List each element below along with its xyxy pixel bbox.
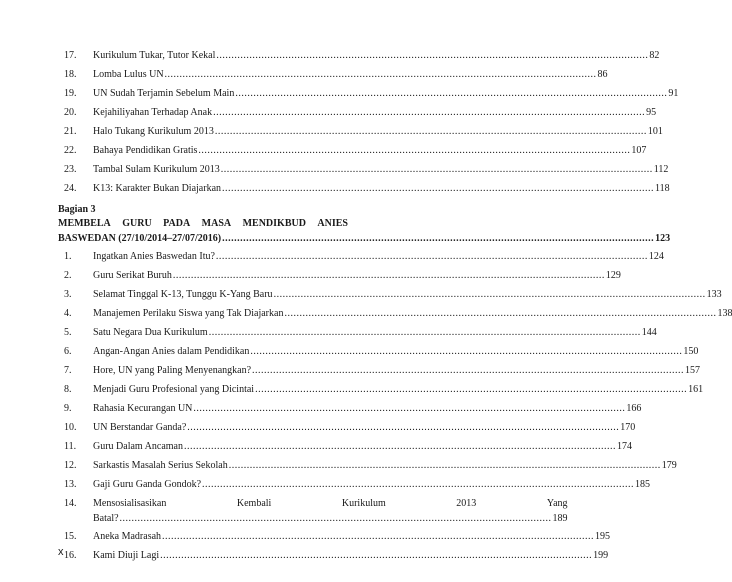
entry-title: Selamat Tinggal K-13, Tunggu K-Yang Baru (93, 289, 273, 300)
leader-dots (213, 103, 645, 122)
entry-page-number: 157 (685, 365, 701, 376)
leader-dots (222, 179, 654, 198)
leader-dots (250, 342, 682, 361)
entry-page-number: 144 (641, 327, 657, 338)
entry-page-number: 95 (646, 107, 657, 118)
toc-entry (58, 46, 660, 65)
leader-dots (221, 160, 653, 179)
leader-dots (255, 380, 687, 399)
toc-entry (58, 266, 621, 285)
entry-number: 6. (64, 346, 72, 357)
entry-page-number: 138 (717, 308, 732, 319)
entry-number: 13. (64, 479, 77, 490)
entry-title: UN Sudah Terjamin Sebelum Main (93, 88, 235, 99)
entry-page-number: 161 (688, 384, 704, 395)
entry-page-number: 124 (648, 251, 664, 262)
leader-dots (162, 527, 594, 546)
leader-dots (202, 475, 634, 494)
leader-dots (198, 141, 630, 160)
page-number-roman: x (58, 546, 64, 558)
entry-number: 18. (64, 69, 77, 80)
entry-title: Gaji Guru Ganda Gondok? (93, 479, 202, 490)
entry-page-number: 101 (647, 126, 663, 137)
toc-list-tail (58, 527, 611, 565)
toc-entry (58, 304, 732, 323)
entry-page-number: 150 (683, 346, 699, 357)
entry-title: Batal? (93, 513, 119, 524)
toc-entry (58, 456, 677, 475)
leader-dots (284, 304, 716, 323)
toc-entry (58, 475, 651, 494)
toc-entry (58, 160, 669, 179)
toc-entry (58, 418, 636, 437)
entry-title: Kejahiliyahan Terhadap Anak (93, 107, 213, 118)
toc-entry (58, 527, 611, 546)
entry-title-line1 (93, 496, 568, 511)
entry-title: Angan-Angan Anies dalam Pendidikan (93, 346, 250, 357)
entry-title: Aneka Madrasah (93, 531, 162, 542)
entry-page-number: 107 (631, 145, 647, 156)
toc-entry (58, 399, 642, 418)
entry-number: 9. (64, 403, 72, 414)
toc-entry (58, 103, 657, 122)
entry-number: 14. (64, 498, 77, 509)
entry-title: Hore, UN yang Paling Menyenangkan? (93, 365, 252, 376)
entry-number: 23. (64, 164, 77, 175)
entry-number: 16. (64, 550, 77, 561)
toc-entry (58, 546, 609, 565)
entry-number: 5. (64, 327, 72, 338)
entry-title: Kami Diuji Lagi (93, 550, 160, 561)
leader-dots (274, 285, 706, 304)
leader-dots (222, 231, 654, 246)
entry-title: Satu Negara Dua Kurikulum (93, 327, 208, 338)
section-title-word: ANIES (317, 218, 348, 229)
entry-body (93, 494, 568, 527)
entry-title: Guru Dalam Ancaman (93, 441, 183, 452)
entry-number: 19. (64, 88, 77, 99)
entry-title: Bahaya Pendidikan Gratis (93, 145, 198, 156)
entry-title: Halo Tukang Kurikulum 2013 (93, 126, 214, 137)
leader-dots (215, 122, 647, 141)
entry-number: 22. (64, 145, 77, 156)
entry-number: 10. (64, 422, 77, 433)
section-heading (58, 202, 671, 247)
toc-entry (58, 122, 663, 141)
entry-page-number: 199 (593, 550, 609, 561)
leader-dots (216, 247, 648, 266)
entry-number: 3. (64, 289, 72, 300)
toc-entry (58, 285, 722, 304)
section-title-word: MASA (201, 218, 232, 229)
toc-entry (58, 65, 608, 84)
leader-dots (173, 266, 605, 285)
toc-entry (58, 380, 704, 399)
entry-page-number: 174 (616, 441, 632, 452)
entry-number: 17. (64, 50, 77, 61)
section-page-number: 123 (655, 233, 671, 244)
leader-dots (184, 437, 616, 456)
toc-entry-multiline (58, 494, 568, 527)
section-title-line1 (58, 217, 348, 231)
entry-page-number: 185 (635, 479, 651, 490)
entry-title-word: Yang (546, 498, 568, 509)
entry-title: UN Berstandar Ganda? (93, 422, 187, 433)
entry-number: 20. (64, 107, 77, 118)
toc-entry (58, 141, 647, 160)
table-of-contents (58, 46, 732, 565)
entry-title-line2 (93, 511, 568, 526)
toc-entry (58, 179, 670, 198)
entry-page-number: 195 (595, 531, 611, 542)
entry-number: 1. (64, 251, 72, 262)
entry-title: K13: Karakter Bukan Diajarkan (93, 183, 222, 194)
entry-page-number: 166 (626, 403, 642, 414)
entry-number: 11. (64, 441, 77, 452)
entry-title: Kurikulum Tukar, Tutor Kekal (93, 50, 216, 61)
leader-dots (235, 84, 667, 103)
entry-title: Tambal Sulam Kurikulum 2013 (93, 164, 220, 175)
entry-number: 2. (64, 270, 72, 281)
section-label: Bagian 3 (58, 204, 96, 215)
entry-title: Guru Serikat Buruh (93, 270, 172, 281)
toc-entry (58, 84, 679, 103)
toc-list-section (58, 247, 732, 494)
entry-number: 7. (64, 365, 72, 376)
section-title-word: MEMBELA (58, 218, 111, 229)
entry-title: Sarkastis Masalah Serius Sekolah (93, 460, 228, 471)
entry-title: Manajemen Perilaku Siswa yang Tak Diajarkan (93, 308, 284, 319)
entry-page-number: 189 (552, 513, 568, 524)
entry-number: 21. (64, 126, 77, 137)
entry-number: 24. (64, 183, 77, 194)
section-title-word: MENDIKBUD (242, 218, 306, 229)
entry-number: 4. (64, 308, 72, 319)
entry-page-number: 118 (655, 183, 670, 194)
leader-dots (252, 361, 684, 380)
entry-page-number: 82 (649, 50, 660, 61)
entry-page-number: 112 (653, 164, 669, 175)
entry-title: Lomba Lulus UN (93, 69, 164, 80)
leader-dots (165, 65, 597, 84)
entry-title-word: 2013 (456, 498, 477, 509)
entry-title-word: Mensosialisasikan (93, 498, 167, 509)
leader-dots (193, 399, 625, 418)
entry-title: Rahasia Kecurangan UN (93, 403, 193, 414)
leader-dots (229, 456, 661, 475)
section-title-line2 (58, 231, 671, 247)
entry-title: Menjadi Guru Profesional yang Dicintai (93, 384, 255, 395)
entry-title: Ingatkan Anies Baswedan Itu? (93, 251, 215, 262)
toc-entry (58, 323, 657, 342)
entry-page-number: 179 (661, 460, 677, 471)
section-title-text: BASWEDAN (27/10/2014–27/07/2016) (58, 233, 222, 244)
entry-page-number: 91 (668, 88, 679, 99)
leader-dots (160, 546, 592, 565)
entry-number: 12. (64, 460, 77, 471)
toc-list-top (58, 46, 679, 198)
toc-entry (58, 437, 632, 456)
entry-page-number: 133 (706, 289, 722, 300)
entry-page-number: 129 (605, 270, 621, 281)
toc-entry (58, 247, 664, 266)
entry-title-word: Kurikulum (341, 498, 386, 509)
entry-page-number: 170 (620, 422, 636, 433)
toc-entry (58, 361, 701, 380)
section-title-word: GURU (122, 218, 152, 229)
toc-entry (58, 342, 699, 361)
leader-dots (187, 418, 619, 437)
section-title-word: PADA (163, 218, 191, 229)
entry-title-word: Kembali (236, 498, 272, 509)
entry-page-number: 86 (597, 69, 608, 80)
leader-dots (209, 323, 641, 342)
entry-number: 8. (64, 384, 72, 395)
entry-number: 15. (64, 531, 77, 542)
leader-dots (120, 511, 552, 526)
leader-dots (216, 46, 648, 65)
